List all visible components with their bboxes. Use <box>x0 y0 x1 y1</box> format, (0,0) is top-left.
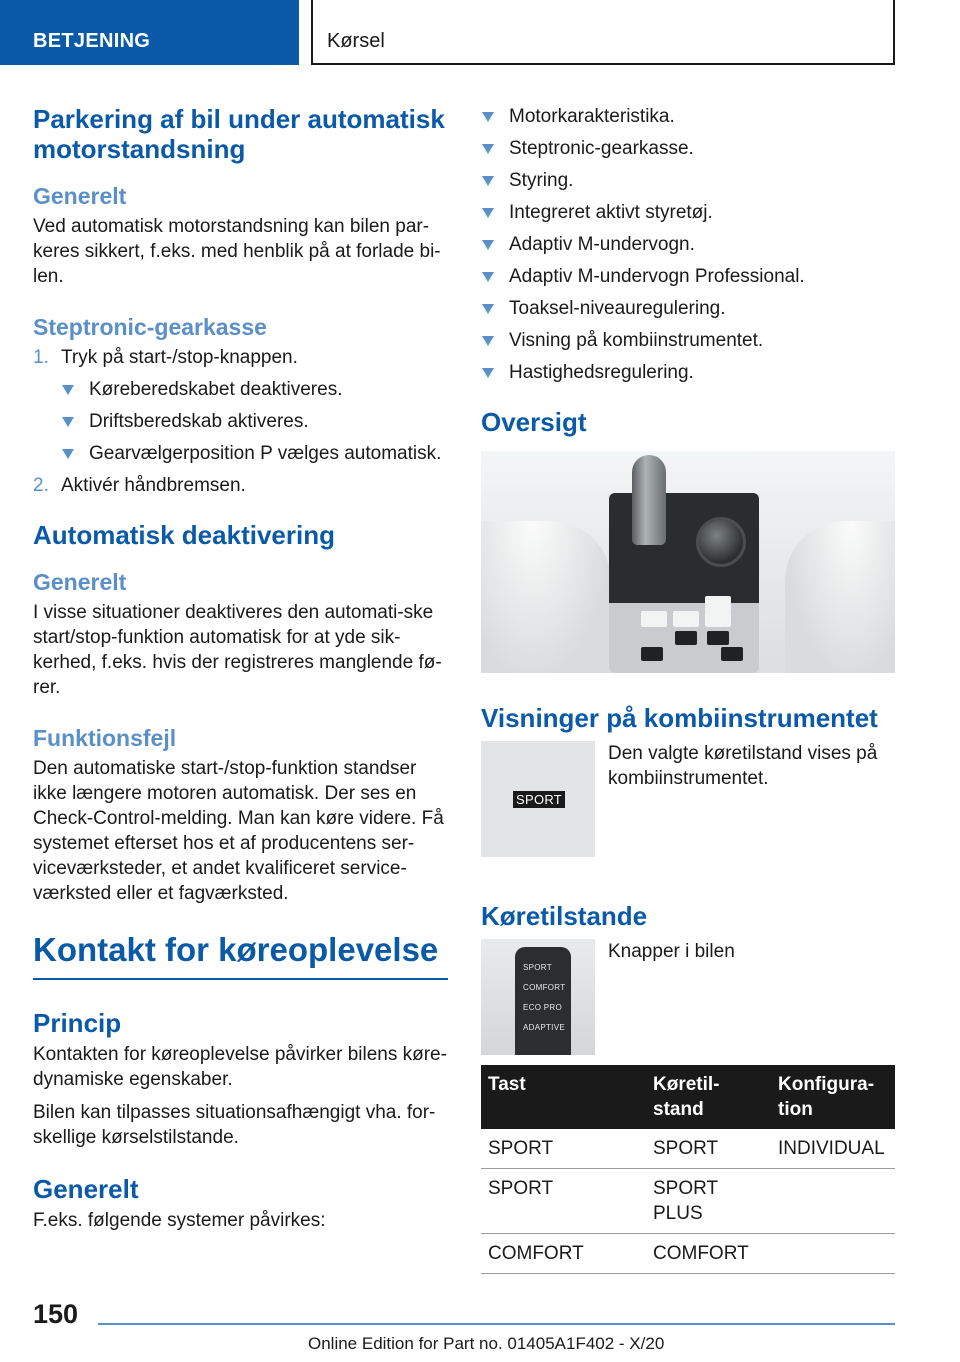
header-section-tab <box>0 0 299 65</box>
table-row <box>481 1234 895 1274</box>
subheading-display: Visninger på kombiinstrumentet <box>481 703 878 733</box>
strip-label: SPORT <box>523 963 552 972</box>
general3-text: F.eks. følgende systemer påvirkes: <box>33 1210 326 1231</box>
panel-switch-icon <box>675 631 697 645</box>
substep-text: Driftsberedskab aktiveres. <box>89 411 309 432</box>
modes-block <box>481 939 895 1055</box>
triangle-bullet-icon <box>482 336 494 346</box>
panel-switch-icon <box>707 631 729 645</box>
footer-edition-text: Online Edition for Part no. 01405A1F402 - X/20 <box>308 1334 665 1353</box>
system-text: Adaptiv M-undervogn Professional. <box>509 266 805 287</box>
panel-button-icon <box>705 611 731 627</box>
malfunction-text: Den automatiske start-/stop-funktion standser ikke længere motoren automatisk. Der ses en Check-Control-melding. Man kan køre videre. Få systemet efterset hos et af producentens ser-viceværksteder, et andet kvalificeret service-værksted eller et fagværksted. <box>33 758 444 904</box>
system-text: Hastighedsregulering. <box>509 362 694 383</box>
section-title-auto-deactivation: Automatisk deaktivering <box>33 520 335 550</box>
general-text: Ved automatisk motorstandsning kan bilen par-keres sikkert, f.eks. med henblik på at forlade bi-len. <box>33 216 441 287</box>
table-cell: SPORT <box>481 1169 646 1234</box>
substep-text: Køreberedskabet deaktiveres. <box>89 379 343 400</box>
table-cell: SPORT <box>481 1129 646 1169</box>
substeps-list <box>61 377 448 466</box>
system-text: Steptronic-gearkasse. <box>509 138 694 159</box>
display-text: Den valgte køretilstand vises på kombiinstrumentet. <box>608 743 878 789</box>
table-header-row <box>481 1065 895 1129</box>
system-text: Styring. <box>509 170 574 191</box>
step-number: 1. <box>33 347 49 368</box>
subheading-general: Generelt <box>33 183 127 209</box>
gear-lever-icon <box>632 455 666 545</box>
display-block <box>481 741 895 857</box>
panel-button-icon <box>705 596 731 612</box>
triangle-bullet-icon <box>62 417 74 427</box>
system-item <box>481 104 895 129</box>
table-header-cell: Konfigura-tion <box>771 1065 895 1129</box>
header-chapter-box <box>311 0 895 65</box>
instrument-cluster-thumb <box>481 741 595 857</box>
table-cell <box>771 1234 895 1274</box>
table-cell: SPORT <box>646 1129 771 1169</box>
step-item <box>33 345 448 466</box>
system-text: Adaptiv M-undervogn. <box>509 234 695 255</box>
console-right-shape <box>785 521 895 673</box>
system-text: Visning på kombiinstrumentet. <box>509 330 764 351</box>
triangle-bullet-icon <box>482 144 494 154</box>
system-item <box>481 200 895 225</box>
table-row <box>481 1169 895 1234</box>
modes-text: Knapper i bilen <box>608 941 735 962</box>
table-cell: COMFORT <box>646 1234 771 1274</box>
system-item <box>481 168 895 193</box>
table-cell: COMFORT <box>481 1234 646 1274</box>
subheading-general: Generelt <box>33 1174 139 1204</box>
system-item <box>481 328 895 353</box>
footer-divider <box>98 1323 895 1325</box>
subheading-general: Generelt <box>33 569 127 595</box>
system-text: Integreret aktivt styretøj. <box>509 202 713 223</box>
left-column <box>33 104 448 1257</box>
controller-knob-icon <box>696 517 746 567</box>
triangle-bullet-icon <box>482 272 494 282</box>
substep-item <box>61 441 448 466</box>
triangle-bullet-icon <box>62 449 74 459</box>
page-number: 150 <box>33 1299 79 1329</box>
table-row <box>481 1129 895 1169</box>
steps-list <box>33 345 448 498</box>
triangle-bullet-icon <box>62 385 74 395</box>
subheading-modes: Køretilstande <box>481 901 648 931</box>
subheading-malfunction: Funktionsfejl <box>33 725 177 751</box>
table-cell <box>771 1169 895 1234</box>
triangle-bullet-icon <box>482 208 494 218</box>
table-header-cell: Køretil-stand <box>646 1065 771 1129</box>
subheading-overview: Oversigt <box>481 407 587 437</box>
subheading-steptronic: Steptronic-gearkasse <box>33 314 267 340</box>
right-column <box>481 104 895 1274</box>
parking-brake-icon <box>641 647 663 661</box>
systems-list <box>481 104 895 385</box>
step-text: Tryk på start-/stop-knappen. <box>61 347 298 368</box>
substep-item <box>61 377 448 402</box>
principle-text-1: Kontakten for køreoplevelse påvirker bilens køre-dynamiske egenskaber. <box>33 1044 447 1090</box>
substep-item <box>61 409 448 434</box>
sport-display-label: SPORT <box>513 791 565 808</box>
substep-text: Gearvælgerposition P vælges automatisk. <box>89 443 442 464</box>
table-header-cell: Tast <box>481 1065 646 1129</box>
gear-selector-photo <box>481 451 895 673</box>
table-cell: SPORT PLUS <box>646 1169 771 1234</box>
header-chapter-label: Kørsel <box>327 30 385 52</box>
system-text: Motorkarakteristika. <box>509 106 675 127</box>
mode-buttons-thumb <box>481 939 595 1055</box>
strip-label: ECO PRO <box>523 1003 562 1012</box>
system-item <box>481 264 895 289</box>
triangle-bullet-icon <box>482 176 494 186</box>
triangle-bullet-icon <box>482 304 494 314</box>
panel-button-icon <box>673 611 699 627</box>
step-item <box>33 473 448 498</box>
chapter-title-driving-experience: Kontakt for køreoplevelse <box>33 930 448 980</box>
system-item <box>481 360 895 385</box>
strip-label: COMFORT <box>523 983 566 992</box>
section-title-parking: Parkering af bil under automatisk motorstandsning <box>33 104 445 164</box>
system-item <box>481 296 895 321</box>
step-text: Aktivér håndbremsen. <box>61 475 246 496</box>
step-number: 2. <box>33 475 49 496</box>
principle-text-2: Bilen kan tilpasses situationsafhængigt vha. for-skellige kørselstilstande. <box>33 1102 436 1148</box>
header-section-label: BETJENING <box>33 30 151 52</box>
system-item <box>481 136 895 161</box>
system-item <box>481 232 895 257</box>
triangle-bullet-icon <box>482 240 494 250</box>
system-text: Toaksel-niveauregulering. <box>509 298 726 319</box>
general2-text: I visse situationer deaktiveres den automati-ske start/stop-funktion automatisk for at yde sik-kerhed, f.eks. hvis der registreres manglende fø-rer. <box>33 602 442 698</box>
triangle-bullet-icon <box>482 112 494 122</box>
triangle-bullet-icon <box>482 368 494 378</box>
driving-modes-table <box>481 1065 895 1274</box>
panel-button-icon <box>641 611 667 627</box>
auto-hold-icon <box>721 647 743 661</box>
subheading-principle: Princip <box>33 1008 122 1038</box>
strip-label: ADAPTIVE <box>523 1023 565 1032</box>
console-left-shape <box>481 521 611 673</box>
table-cell: INDIVIDUAL <box>771 1129 895 1169</box>
